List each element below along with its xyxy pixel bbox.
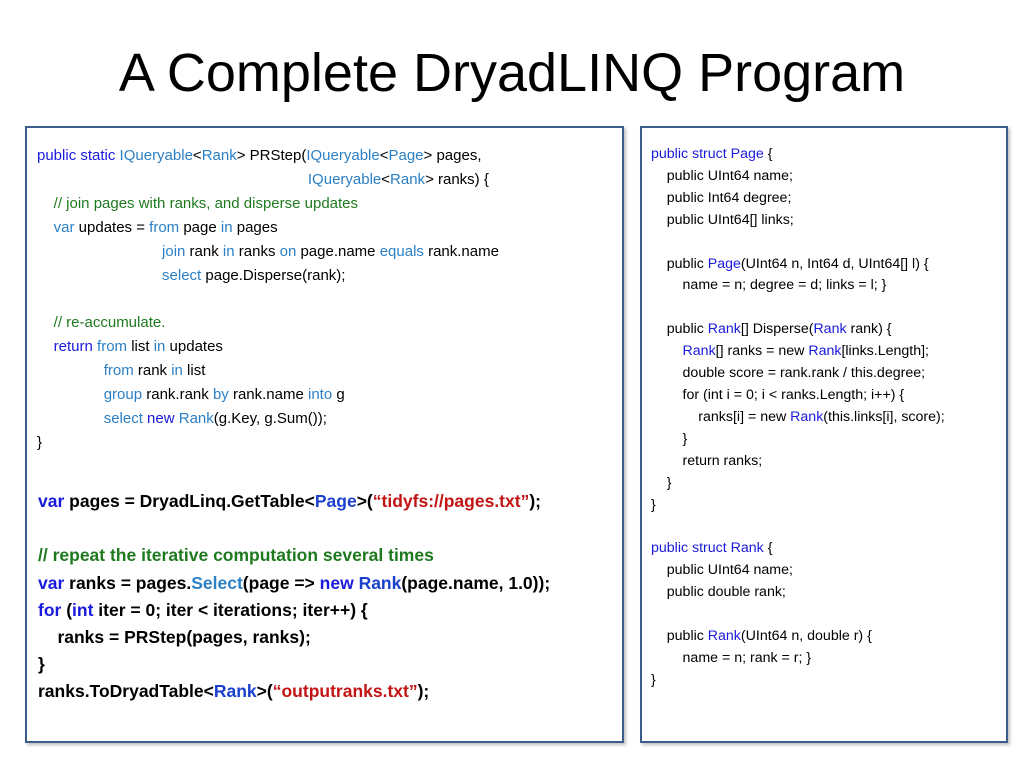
code-token: join: [162, 242, 186, 260]
code-token: group: [103, 386, 143, 404]
driver-line: [38, 570, 550, 597]
struct-line: [651, 319, 945, 341]
driver-line: [38, 651, 550, 678]
code-token: // repeat the iterative computation several times: [38, 545, 434, 566]
code-token: > ranks) {: [425, 170, 489, 188]
code-token: Page: [730, 146, 764, 162]
code-token: IQueryable: [306, 147, 380, 164]
code-token: updates: [165, 338, 223, 356]
code-token: g: [332, 386, 345, 404]
code-token: for (int i = 0; i < ranks.Length; i++) {: [651, 386, 905, 403]
code-token: }: [651, 671, 656, 688]
code-token: [links.Length];: [841, 343, 929, 360]
code-token: Rank: [730, 540, 764, 557]
code-token: Page: [314, 491, 357, 511]
code-token: Rank: [213, 681, 257, 702]
code-token: var: [38, 491, 65, 511]
driver-line: [38, 624, 550, 651]
prstep-line: [37, 359, 499, 383]
main-program-code-box: [25, 126, 624, 743]
code-token: Rank: [707, 321, 741, 338]
code-token: Rank: [808, 343, 842, 360]
struct-line: [651, 495, 945, 517]
code-token: }: [37, 433, 43, 451]
struct-line: [651, 648, 945, 670]
code-token: [37, 219, 54, 236]
code-token: [37, 362, 104, 379]
code-token: Rank: [813, 321, 847, 338]
code-token: in: [171, 362, 183, 380]
struct-line: [651, 128, 945, 166]
code-token: public UInt64[] links;: [651, 211, 794, 228]
code-token: rank.name: [423, 242, 499, 260]
struct-line: [651, 188, 945, 210]
struct-line: [651, 670, 945, 692]
prstep-line: [37, 407, 499, 431]
code-token: >(: [356, 491, 373, 511]
code-token: [37, 338, 54, 355]
code-token: public static: [37, 147, 120, 164]
code-token: [37, 314, 54, 331]
code-token: on: [279, 242, 297, 260]
code-token: // join pages with ranks, and disperse updates: [53, 194, 359, 212]
code-token: public struct: [651, 540, 731, 557]
code-token: [] ranks = new: [715, 343, 809, 360]
code-token: Rank: [178, 409, 214, 427]
code-token: in: [220, 218, 233, 236]
code-token: double score = rank.rank / this.degree;: [651, 365, 926, 382]
prstep-line: [37, 431, 499, 455]
code-token: public: [651, 627, 708, 644]
code-token: > PRStep(: [236, 147, 307, 164]
code-token: ranks.ToDryadTable<: [38, 681, 214, 702]
code-token: pages: [232, 218, 278, 236]
struct-line: [651, 451, 945, 473]
driver-code-block: [38, 488, 550, 706]
struct-line: [651, 429, 945, 451]
prstep-line: [37, 311, 499, 335]
struct-line: [651, 341, 945, 363]
struct-line: [651, 385, 945, 407]
code-token: }: [651, 474, 672, 491]
code-token: updates =: [74, 218, 150, 236]
code-token: “outputranks.txt”: [272, 681, 418, 702]
code-token: [] Disperse(: [740, 321, 814, 338]
code-token: (this.links[i], score);: [823, 408, 945, 425]
code-token: var: [38, 572, 65, 593]
code-token: pages = DryadLinq.GetTable<: [64, 491, 315, 511]
code-token: }: [651, 496, 656, 513]
code-token: <: [379, 147, 389, 164]
code-token: (page.name, 1.0));: [401, 572, 551, 593]
code-token: (: [61, 599, 73, 620]
code-token: rank.name: [228, 386, 308, 404]
code-token: Rank: [390, 170, 426, 188]
code-token: var: [53, 218, 75, 236]
code-token: rank) {: [846, 321, 892, 338]
struct-line: [651, 254, 945, 276]
code-token: public Int64 degree;: [651, 189, 792, 206]
code-token: iter = 0; iter < iterations; iter++) {: [93, 599, 368, 620]
struct-line: [651, 297, 945, 319]
code-token: return: [53, 338, 93, 356]
code-token: [37, 386, 104, 403]
code-token: Rank: [682, 343, 716, 360]
code-token: [37, 195, 54, 212]
code-token: {: [763, 540, 773, 557]
code-token: Rank: [707, 627, 741, 644]
code-token: return ranks;: [651, 452, 763, 469]
driver-line: [38, 488, 550, 515]
code-token: new: [147, 409, 175, 427]
code-token: rank.rank: [142, 386, 213, 404]
driver-line: [38, 515, 550, 542]
code-token: Rank: [201, 147, 237, 164]
struct-line: [651, 516, 945, 538]
slide-title: A Complete DryadLINQ Program: [118, 43, 906, 103]
code-token: select: [103, 409, 143, 427]
code-token: public struct: [651, 146, 731, 162]
code-token: public: [651, 321, 708, 338]
code-token: );: [417, 681, 430, 702]
code-token: (UInt64 n, Int64 d, UInt64[] l) {: [740, 255, 929, 272]
driver-line: [38, 597, 550, 624]
code-token: ranks: [234, 242, 280, 260]
prstep-line: [37, 168, 499, 192]
struct-line: [651, 232, 945, 254]
code-token: in: [153, 338, 166, 356]
code-token: Page: [388, 147, 424, 164]
code-token: name = n; rank = r; }: [651, 649, 812, 666]
code-token: (g.Key, g.Sum());: [213, 409, 327, 427]
code-token: ranks = PRStep(pages, ranks);: [38, 627, 311, 648]
driver-line: [38, 678, 550, 705]
prstep-line: [37, 240, 499, 264]
struct-line: [651, 210, 945, 232]
code-token: for: [38, 599, 62, 620]
code-token: public double rank;: [651, 584, 786, 601]
code-token: public: [651, 255, 708, 272]
code-token: [37, 267, 162, 284]
code-token: public UInt64 name;: [651, 167, 793, 184]
code-token: [37, 410, 104, 427]
struct-line: [651, 166, 945, 188]
code-token: page.Disperse(rank);: [201, 266, 346, 284]
struct-line: [651, 407, 945, 429]
code-token: // re-accumulate.: [53, 314, 166, 332]
code-token: [37, 171, 308, 188]
prstep-line: [37, 383, 499, 407]
code-token: ranks[i] = new: [651, 408, 791, 425]
code-token: int: [72, 599, 94, 620]
struct-line: [651, 626, 945, 648]
struct-line: [651, 560, 945, 582]
code-token: page.name: [296, 242, 380, 260]
code-token: new: [319, 572, 354, 593]
code-token: public UInt64 name;: [651, 562, 793, 579]
code-token: [37, 243, 162, 260]
prstep-code-block: [37, 128, 499, 455]
struct-line: [651, 275, 945, 297]
code-token: from: [97, 338, 128, 356]
struct-code-block: [651, 128, 945, 692]
code-token: [651, 343, 683, 359]
code-token: Page: [707, 255, 741, 272]
prstep-line: [37, 287, 499, 311]
code-token: in: [222, 242, 235, 260]
struct-line: [651, 473, 945, 495]
code-token: );: [529, 491, 541, 511]
code-token: Rank: [790, 408, 824, 425]
code-token: rank: [185, 242, 223, 260]
prstep-line: [37, 335, 499, 359]
code-token: from: [149, 218, 180, 236]
code-token: list: [182, 362, 206, 380]
code-token: }: [651, 430, 688, 447]
struct-line: [651, 582, 945, 604]
code-token: from: [103, 362, 134, 380]
struct-definitions-code-box: [640, 126, 1008, 743]
code-token: rank: [133, 362, 172, 380]
code-token: name = n; degree = d; links = l; }: [651, 277, 887, 294]
code-token: list: [127, 338, 154, 356]
struct-line: [651, 538, 945, 560]
code-token: (UInt64 n, double r) {: [740, 627, 872, 644]
code-token: ranks = pages.: [64, 572, 192, 593]
driver-line: [38, 542, 550, 569]
prstep-line: [37, 264, 499, 288]
struct-line: [651, 604, 945, 626]
code-token: Select: [191, 572, 243, 593]
code-token: <: [192, 147, 202, 164]
prstep-line: [37, 128, 499, 168]
code-token: page: [179, 218, 221, 236]
code-token: > pages,: [423, 147, 482, 164]
code-token: IQueryable: [307, 170, 382, 188]
prstep-line: [37, 192, 499, 216]
code-token: “tidyfs://pages.txt”: [372, 491, 530, 511]
struct-line: [651, 363, 945, 385]
code-token: by: [212, 386, 229, 404]
code-token: Rank: [358, 572, 402, 593]
code-token: select: [162, 266, 202, 284]
code-token: (page =>: [242, 572, 320, 593]
code-token: IQueryable: [119, 147, 193, 164]
prstep-line: [37, 216, 499, 240]
code-token: }: [38, 654, 45, 675]
code-token: <: [381, 170, 391, 188]
code-token: into: [308, 386, 333, 404]
code-token: {: [763, 146, 773, 162]
code-token: >(: [256, 681, 273, 702]
code-token: equals: [379, 242, 424, 260]
